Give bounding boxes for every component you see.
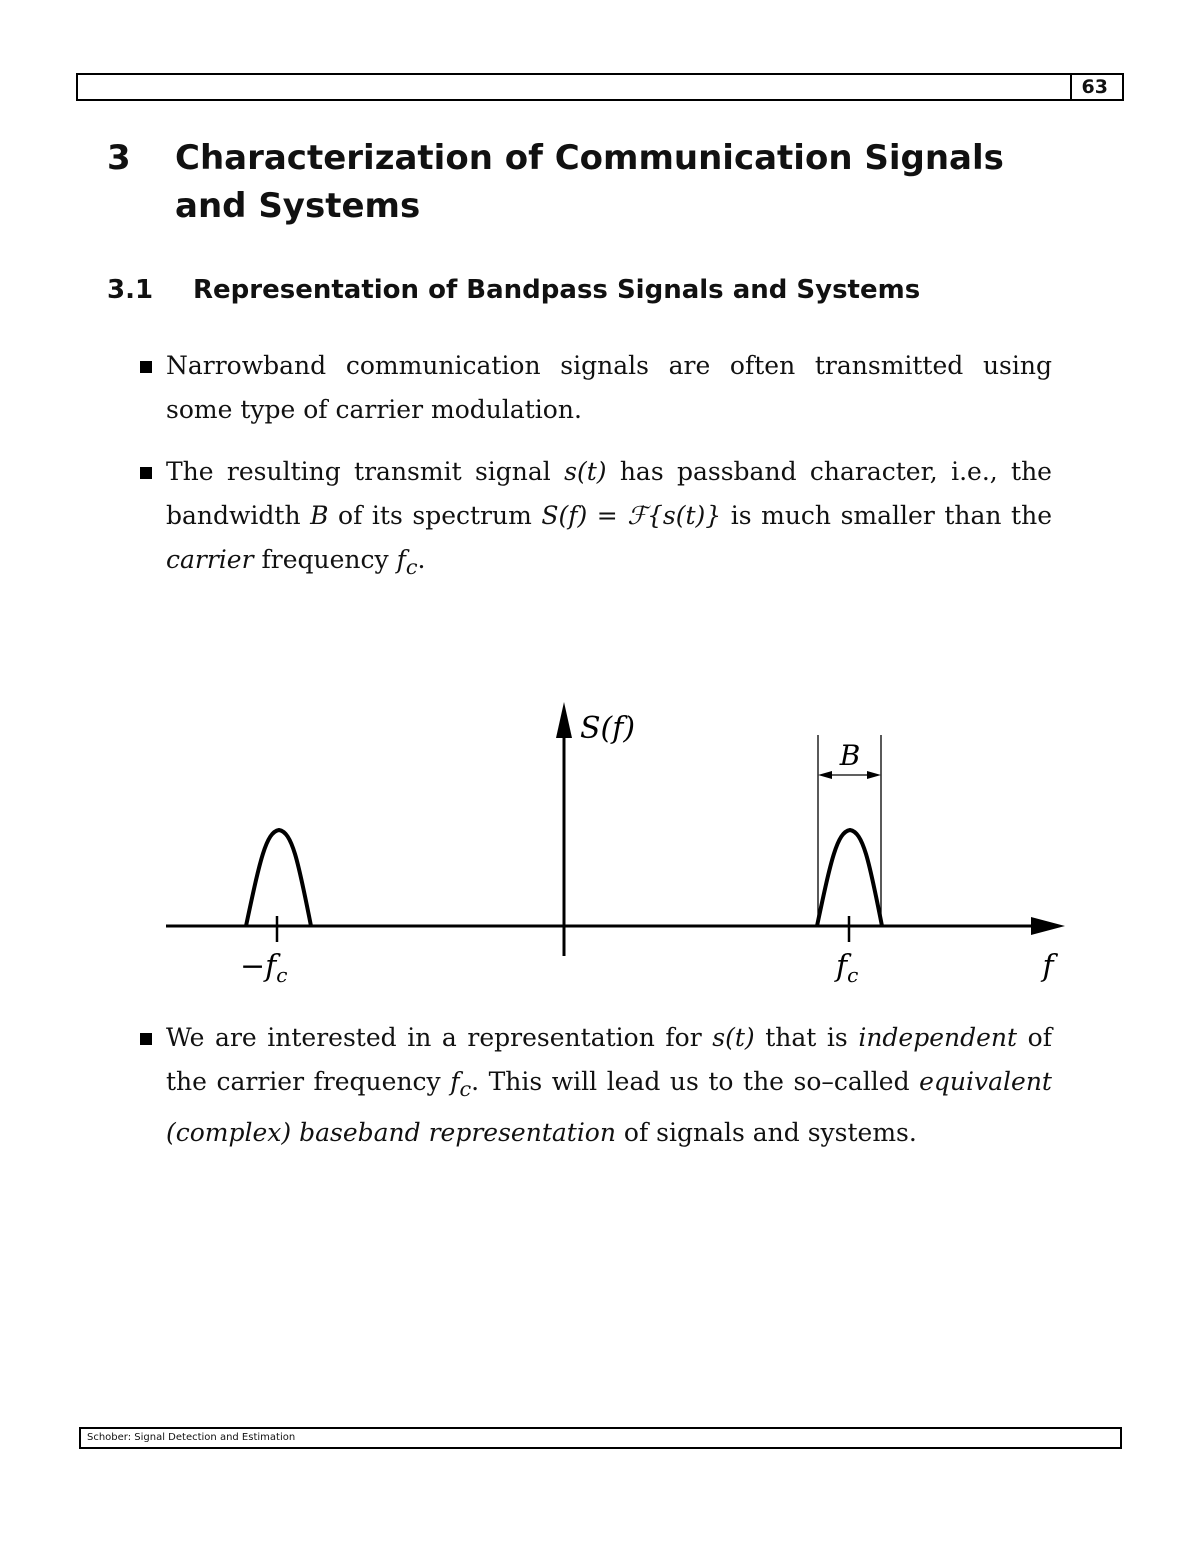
bandwidth-arrow-left xyxy=(818,771,832,779)
text-run: that is xyxy=(754,1023,859,1052)
pos-carrier-label xyxy=(834,949,858,987)
math-spectrum: S(f) = ℱ{s(t)} xyxy=(541,501,722,530)
math-carrier-freq xyxy=(450,1067,472,1101)
x-axis-arrowhead xyxy=(1031,917,1065,935)
bandwidth-arrow-right xyxy=(867,771,881,779)
text-run: We are interested in a representation for xyxy=(166,1023,713,1052)
text-run: of signals and systems. xyxy=(615,1118,917,1147)
math-bandwidth: B xyxy=(310,501,329,530)
bullet-square-icon xyxy=(140,361,152,373)
pos-carrier-subscript: c xyxy=(847,963,859,987)
bullet-text xyxy=(166,450,1052,589)
section-number: 3.1 xyxy=(107,275,154,305)
text-run: The resulting transmit signal xyxy=(166,457,565,486)
emphasis-independent: independent xyxy=(858,1023,1018,1052)
math-subscript: c xyxy=(459,1077,472,1101)
text-run: frequency xyxy=(253,545,397,574)
bullet-square-icon xyxy=(140,467,152,479)
math-carrier-freq xyxy=(396,545,418,579)
emphasis-carrier: carrier xyxy=(166,545,254,574)
text-run: has passband character, i.e., the bandwidth xyxy=(166,457,1052,530)
math-f: f xyxy=(396,545,406,574)
text-run: . This will lead us to the so–called xyxy=(471,1067,920,1096)
math-s-of-t: s(t) xyxy=(564,457,607,486)
neg-carrier-subscript: c xyxy=(276,963,288,987)
positive-frequency-lobe xyxy=(817,830,882,926)
bullet-square-icon xyxy=(140,1033,152,1045)
math-f: f xyxy=(450,1067,460,1096)
chapter-number: 3 xyxy=(107,138,131,178)
bullet-item-3 xyxy=(140,1016,1052,1155)
section-title: Representation of Bandpass Signals and Systems xyxy=(193,275,921,305)
negative-frequency-lobe xyxy=(246,830,311,926)
bandwidth-label: B xyxy=(839,739,861,772)
y-axis-arrowhead xyxy=(556,702,572,738)
text-run: of the carrier frequency xyxy=(166,1023,1052,1096)
text-run: is much smaller than the xyxy=(721,501,1052,530)
math-s-of-t: s(t) xyxy=(712,1023,755,1052)
pos-carrier-f: f xyxy=(836,949,848,984)
bullet-text: Narrowband communication signals are often transmitted using some type of carrier modulation. xyxy=(166,351,1052,424)
spectrum-figure xyxy=(160,690,1080,1000)
footer-text: Schober: Signal Detection and Estimation xyxy=(87,1432,296,1443)
emphasis-baseband: equivalent (complex) baseband representation xyxy=(166,1067,1052,1147)
y-axis-label: S(f) xyxy=(580,711,636,746)
chapter-title: Characterization of Communication Signals and Systems xyxy=(175,138,1004,226)
page-header xyxy=(76,73,1124,101)
text-run: . xyxy=(417,545,426,574)
text-run: of its spectrum xyxy=(328,501,542,530)
neg-carrier-f: −f xyxy=(240,949,277,984)
x-axis-label: f xyxy=(1042,949,1054,984)
bullet-item-2 xyxy=(140,450,1052,589)
bullet-text xyxy=(166,1016,1052,1155)
bullet-item-1 xyxy=(140,344,1052,432)
neg-carrier-label xyxy=(240,949,287,987)
math-subscript: c xyxy=(405,555,418,579)
page-footer xyxy=(79,1427,1122,1449)
page-number: 63 xyxy=(1070,75,1108,99)
